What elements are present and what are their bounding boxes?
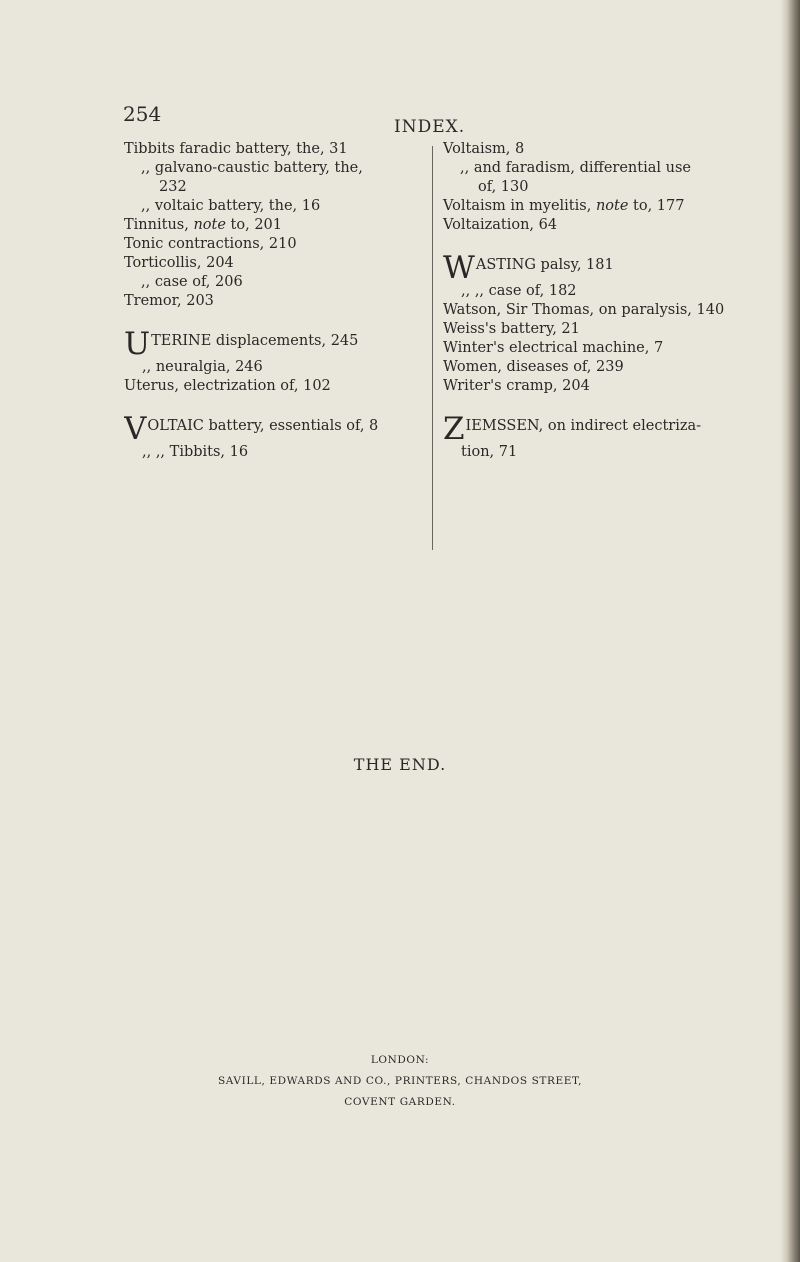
index-entry: Voltaism, 8	[443, 141, 525, 157]
drop-capital: U	[124, 328, 151, 362]
index-entry: Tonic contractions, 210	[124, 236, 297, 252]
index-entry: ,, case of, 206	[141, 274, 243, 290]
index-entry: Uterus, electrization of, 102	[124, 378, 331, 394]
index-entry: ,, and faradism, differential use	[460, 160, 691, 176]
section-head-z: Z IEMSSEN, on indirect electriza- tion, 71	[443, 413, 718, 462]
index-entry: ,, galvano-caustic battery, the,	[141, 160, 363, 176]
section-head-u: U TERINE displacements, 245 ,, neuralgia, 246	[124, 328, 424, 377]
index-entry: ,, ,, case of, 182	[461, 283, 577, 299]
drop-capital: W	[443, 252, 475, 286]
drop-capital: V	[124, 413, 147, 447]
index-entry: Tinnitus, note to, 201	[124, 217, 282, 233]
index-entry: Weiss's battery, 21	[443, 321, 580, 337]
imprint-printers: SAVILL, EDWARDS AND CO., PRINTERS, CHANDOS STREET,	[217, 1075, 583, 1087]
index-entry: Tibbits faradic battery, the, 31	[124, 141, 348, 157]
index-entry: Watson, Sir Thomas, on paralysis, 140	[443, 302, 725, 318]
imprint-city: LONDON:	[370, 1054, 430, 1066]
section-head-v: V OLTAIC battery, essentials of, 8 ,, ,, Tibbits, 16	[124, 413, 424, 462]
index-entry: ,, neuralgia, 246	[142, 359, 263, 375]
imprint-address: COVENT GARDEN.	[344, 1096, 456, 1108]
index-entry-continuation: 232	[159, 179, 187, 195]
index-entry: Voltaization, 64	[443, 217, 558, 233]
index-entry: Torticollis, 204	[124, 255, 234, 271]
index-column-left	[124, 140, 424, 462]
index-entry-continuation: of, 130	[478, 179, 529, 195]
index-column-right	[443, 140, 725, 462]
index-entry: Winter's electrical machine, 7	[443, 340, 664, 356]
index-entry-continuation: tion, 71	[461, 444, 518, 460]
section-head-w: W ASTING palsy, 181 ,, ,, case of, 182	[443, 252, 718, 301]
index-entry: Writer's cramp, 204	[443, 378, 590, 394]
index-entry: ,, ,, Tibbits, 16	[142, 444, 249, 460]
index-entry: Women, diseases of, 239	[443, 359, 624, 375]
index-entry: Tremor, 203	[124, 293, 214, 309]
printer-imprint	[0, 1050, 800, 1113]
running-head: INDEX.	[394, 117, 466, 137]
the-end-text: THE END.	[353, 755, 447, 774]
drop-capital: Z	[443, 413, 465, 447]
page-number: 254	[123, 102, 162, 126]
index-entry: Voltaism in myelitis, note to, 177	[443, 198, 685, 214]
index-entry: ,, voltaic battery, the, 16	[141, 198, 321, 214]
column-divider	[432, 146, 433, 550]
